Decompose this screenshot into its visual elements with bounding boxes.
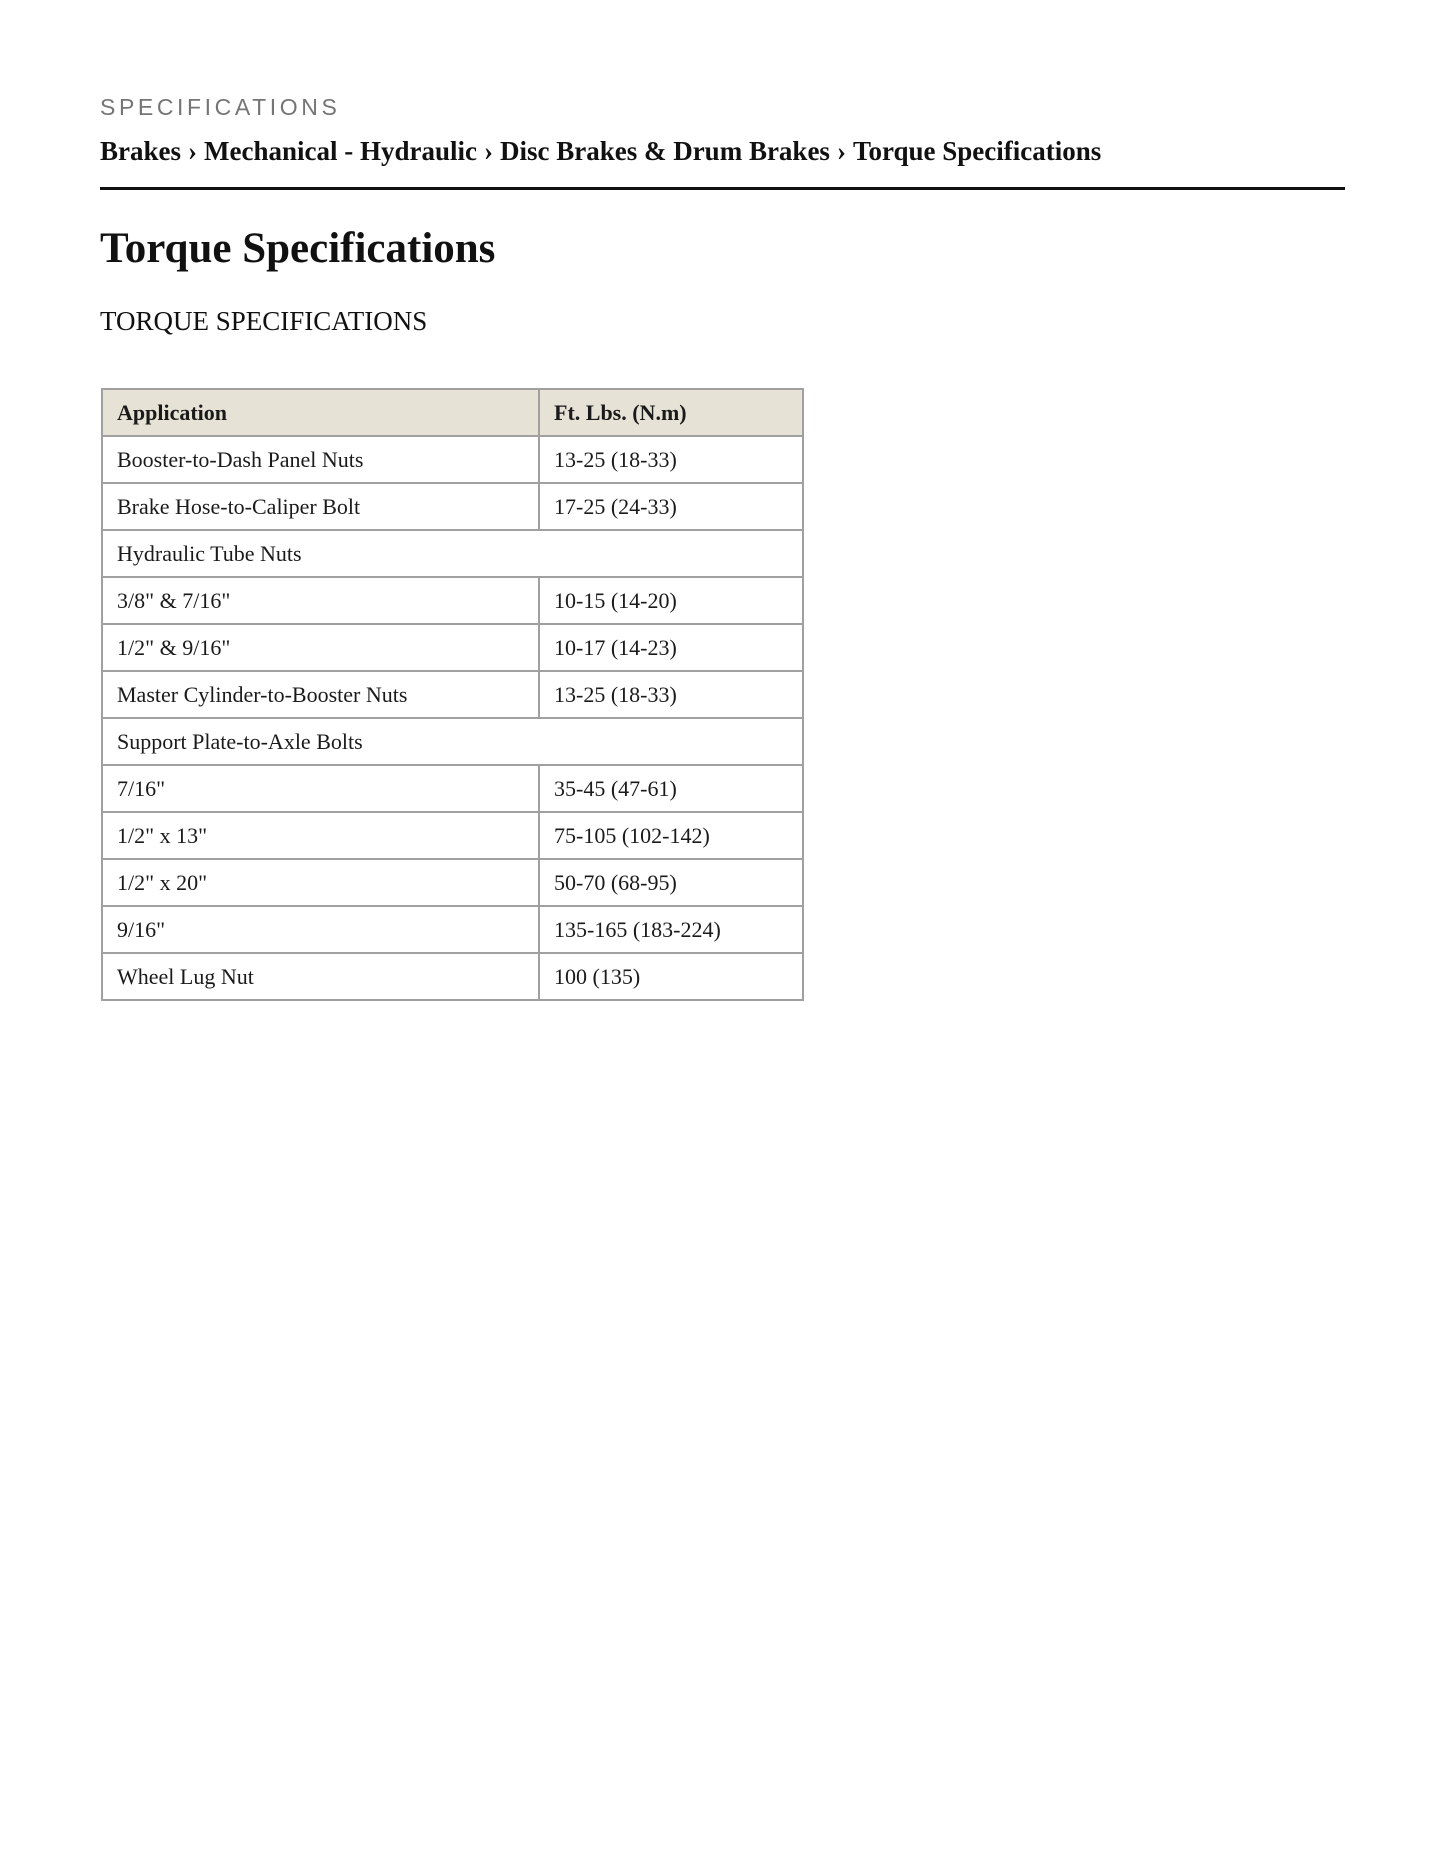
application-subitem-cell: 1/2" x 20": [102, 859, 539, 906]
application-subitem-cell: 9/16": [102, 906, 539, 953]
table-row: [102, 812, 803, 859]
table-row: [102, 577, 803, 624]
torque-value-cell: 100 (135): [539, 953, 803, 1000]
table-group-row: [102, 530, 803, 577]
application-subitem-cell: 7/16": [102, 765, 539, 812]
breadcrumb-item-mechanical-hydraulic[interactable]: Mechanical - Hydraulic: [204, 136, 477, 166]
application-cell: Brake Hose-to-Caliper Bolt: [102, 483, 539, 530]
breadcrumb-item-torque-specifications: Torque Specifications: [852, 136, 1102, 166]
group-heading-cell: Support Plate-to-Axle Bolts: [102, 718, 803, 765]
torque-value-cell: 13-25 (18-33): [539, 671, 803, 718]
section-label: SPECIFICATIONS: [100, 94, 341, 120]
table-row: [102, 436, 803, 483]
table-group-row: [102, 718, 803, 765]
breadcrumb-separator: ›: [483, 136, 493, 166]
breadcrumb-separator: ›: [188, 136, 197, 166]
application-cell: Wheel Lug Nut: [102, 953, 539, 1000]
application-cell: Master Cylinder-to-Booster Nuts: [102, 671, 539, 718]
torque-value-cell: 75-105 (102-142): [539, 812, 803, 859]
application-cell: Booster-to-Dash Panel Nuts: [102, 436, 539, 483]
column-header-application: Application: [102, 389, 539, 436]
torque-value-cell: 50-70 (68-95): [539, 859, 803, 906]
column-header-torque: Ft. Lbs. (N.m): [539, 389, 803, 436]
breadcrumb-item-disc-drum-brakes[interactable]: Disc Brakes & Drum Brakes: [499, 136, 830, 166]
table-row: [102, 953, 803, 1000]
table-row: [102, 906, 803, 953]
table-row: [102, 483, 803, 530]
table-row: [102, 671, 803, 718]
table-row: [102, 624, 803, 671]
section-heading: TORQUE SPECIFICATIONS: [100, 306, 428, 336]
application-subitem-cell: 3/8" & 7/16": [102, 577, 539, 624]
table-row: [102, 859, 803, 906]
torque-value-cell: 17-25 (24-33): [539, 483, 803, 530]
header-divider: [100, 187, 1345, 190]
application-subitem-cell: 1/2" x 13": [102, 812, 539, 859]
torque-value-cell: 13-25 (18-33): [539, 436, 803, 483]
torque-value-cell: 10-15 (14-20): [539, 577, 803, 624]
page-title: Torque Specifications: [100, 225, 496, 272]
table-header-row: [102, 389, 803, 436]
breadcrumb-item-brakes[interactable]: Brakes: [100, 136, 181, 166]
torque-value-cell: 35-45 (47-61): [539, 765, 803, 812]
torque-spec-table: [101, 388, 804, 1001]
breadcrumb-separator: ›: [836, 136, 846, 166]
group-heading-cell: Hydraulic Tube Nuts: [102, 530, 803, 577]
table-row: [102, 765, 803, 812]
torque-value-cell: 10-17 (14-23): [539, 624, 803, 671]
application-subitem-cell: 1/2" & 9/16": [102, 624, 539, 671]
breadcrumb: [100, 136, 1101, 167]
torque-value-cell: 135-165 (183-224): [539, 906, 803, 953]
